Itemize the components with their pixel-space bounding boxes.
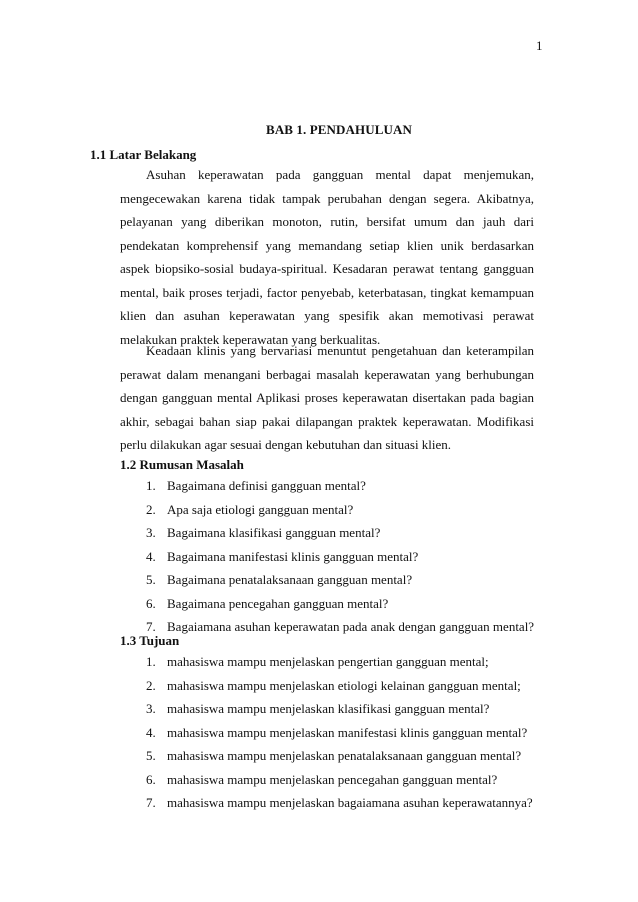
section-heading-rumusan-masalah: 1.2 Rumusan Masalah <box>120 457 244 472</box>
paragraph-1-text: Asuhan keperawatan pada gangguan mental dapat menjemukan, mengecewakan karena tidak tampak perubahan dengan segera. Akibatnya, pelayanan yang diberikan monoton, rutin, bersifat umum dan jauh dari pendekatan komprehensif yang memandang setiap klien unik berdasarkan aspek biopsiko-sosial budaya-spiritual. Kesadaran perawat tentang gangguan mental, baik proses terjadi, factor penyebab, keterbatasan, tingkat kemampuan klien dan asuhan keperawatan yang spesifik akan memotivasi perawat melakukan praktek keperawatan yang berkualitas. <box>120 167 534 347</box>
paragraph-1 <box>120 163 534 351</box>
list-item: 5. Bagaimana penatalaksanaan gangguan mental? <box>146 572 413 587</box>
list-item: 6. Bagaimana pencegahan gangguan mental? <box>146 595 389 611</box>
list-item: 6. mahasiswa mampu menjelaskan pencegahan gangguan mental? <box>146 771 498 787</box>
list-item: 7. mahasiswa mampu menjelaskan bagaiamana asuhan keperawatannya? <box>146 795 533 810</box>
list-item: 7. Bagaiamana asuhan keperawatan pada anak dengan gangguan mental? <box>146 619 535 634</box>
list-item: 5. mahasiswa mampu menjelaskan penatalaksanaan gangguan mental? <box>146 748 522 763</box>
list-item: 3. mahasiswa mampu menjelaskan klasifikasi gangguan mental? <box>146 701 490 716</box>
section-heading-latar-belakang: 1.1 Latar Belakang <box>90 147 197 162</box>
chapter-title: BAB 1. PENDAHULUAN <box>266 122 412 137</box>
section-heading-tujuan: 1.3 Tujuan <box>120 633 180 648</box>
list-item: 1. Bagaimana definisi gangguan mental? <box>146 478 366 493</box>
page-number: 1 <box>536 38 543 53</box>
list-item: 1. mahasiswa mampu menjelaskan pengertian gangguan mental; <box>146 654 489 669</box>
list-item: 2. Apa saja etiologi gangguan mental? <box>146 501 354 517</box>
list-item: 3. Bagaimana klasifikasi gangguan mental? <box>146 525 381 540</box>
paragraph-2-text: Keadaan klinis yang bervariasi menuntut pengetahuan dan keterampilan perawat dalam menangani berbagai masalah keperawatan yang berhubungan dengan gangguan mental Aplikasi proses keperawatan disertakan pada bagian akhir, sebagai bahan siap pakai dilapangan praktek keperawatan. Modifikasi perlu dilakukan agar sesuai dengan kebutuhan dan situasi klien. <box>120 343 534 452</box>
paragraph-2 <box>120 339 534 457</box>
list-item: 4. mahasiswa mampu menjelaskan manifestasi klinis gangguan mental? <box>146 724 528 740</box>
tujuan-list <box>146 650 533 815</box>
rumusan-masalah-list <box>146 474 534 639</box>
list-item: 4. Bagaimana manifestasi klinis gangguan mental? <box>146 548 419 564</box>
list-item: 2. mahasiswa mampu menjelaskan etiologi kelainan gangguan mental; <box>146 677 521 693</box>
